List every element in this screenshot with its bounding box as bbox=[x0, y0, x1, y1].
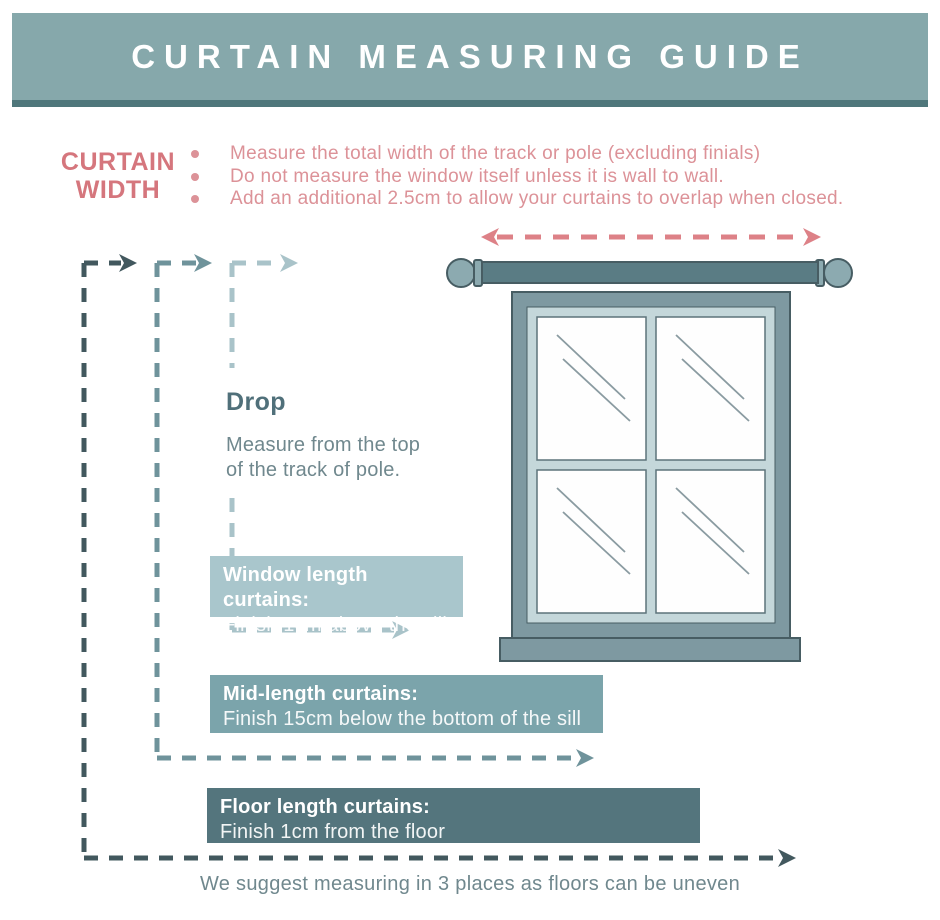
window-length-subtitle: Finish 1cm above the sill bbox=[223, 614, 447, 636]
curtain-width-bullet-list bbox=[188, 143, 900, 211]
arrowhead-right-icon bbox=[576, 749, 594, 767]
arrowhead-right-icon bbox=[778, 849, 796, 867]
mid-length-box bbox=[210, 675, 603, 733]
bullet-item bbox=[188, 188, 900, 211]
arrowhead-right-icon bbox=[803, 228, 821, 246]
window-pane bbox=[537, 470, 646, 613]
mid-length-subtitle: Finish 15cm below the bottom of the sill bbox=[223, 708, 582, 730]
curtain-width-heading-line2: WIDTH bbox=[75, 176, 161, 204]
bullet-item bbox=[188, 166, 900, 189]
window-length-title: Window length curtains: bbox=[223, 564, 368, 611]
curtain-width-heading bbox=[60, 148, 176, 204]
floor-length-title: Floor length curtains: bbox=[220, 796, 430, 818]
pole-finial-left bbox=[447, 259, 475, 287]
bullet-item bbox=[188, 143, 900, 166]
drop-description: Measure from the top of the track of pole. bbox=[226, 434, 421, 481]
bullet-text: Do not measure the window itself unless it is wall to wall. bbox=[230, 165, 724, 187]
window-pane bbox=[537, 317, 646, 460]
drop-section bbox=[214, 380, 442, 493]
drop-heading: Drop bbox=[226, 388, 286, 416]
arrowhead-left-icon bbox=[481, 228, 499, 246]
arrowhead-right-icon bbox=[194, 254, 212, 272]
window-length-box bbox=[210, 556, 463, 636]
mid-length-title: Mid-length curtains: bbox=[223, 683, 419, 705]
floor-length-subtitle: Finish 1cm from the floor bbox=[220, 821, 446, 843]
arrowhead-right-icon bbox=[119, 254, 137, 272]
arrowhead-right-icon bbox=[280, 254, 298, 272]
bullet-dot-icon bbox=[191, 150, 199, 158]
bullet-text: Add an additional 2.5cm to allow your curtains to overlap when closed. bbox=[230, 188, 844, 209]
pole-bar bbox=[482, 262, 818, 283]
pole-collar-left bbox=[474, 260, 482, 286]
bullet-dot-icon bbox=[191, 195, 199, 203]
curtain-pole bbox=[447, 259, 852, 287]
width-measure-arrow bbox=[481, 228, 821, 246]
floor-length-box bbox=[207, 788, 700, 843]
page-title: CURTAIN MEASURING GUIDE bbox=[131, 37, 809, 75]
window-pane bbox=[656, 317, 765, 460]
bullet-dot-icon bbox=[191, 173, 199, 181]
curtain-width-heading-line1: CURTAIN bbox=[60, 148, 176, 176]
bullet-text: Measure the total width of the track or pole (excluding finials) bbox=[230, 143, 761, 164]
window-sill bbox=[500, 638, 800, 661]
header-banner bbox=[12, 13, 928, 107]
footer-note: We suggest measuring in 3 places as floors can be uneven bbox=[199, 873, 741, 895]
pole-finial-right bbox=[824, 259, 852, 287]
window-illustration bbox=[500, 292, 800, 661]
window-pane bbox=[656, 470, 765, 613]
